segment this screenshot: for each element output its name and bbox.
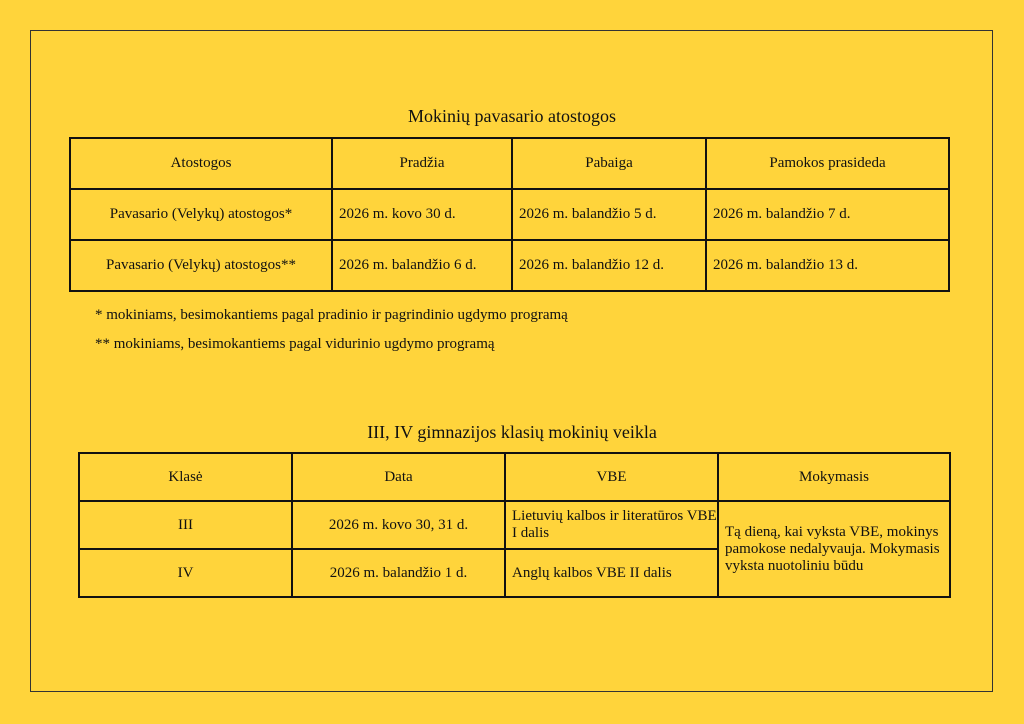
learning-note-cell: Tą dieną, kai vyksta VBE, mokinys pamokose nedalyvauja. Mokymasis vyksta nuotoliniu būdu: [718, 501, 950, 597]
column-header: VBE: [505, 453, 718, 501]
footnote-primary: * mokiniams, besimokantiems pagal pradinio ir pagrindinio ugdymo programą: [95, 307, 568, 323]
column-header: Pradžia: [332, 138, 512, 189]
column-header: Atostogos: [70, 138, 332, 189]
vacation-table-title: Mokinių pavasario atostogos: [408, 106, 616, 126]
column-header: Pamokos prasideda: [706, 138, 949, 189]
table-row: [70, 189, 949, 240]
column-header: Mokymasis: [718, 453, 950, 501]
table-cell: Anglų kalbos VBE II dalis: [505, 549, 718, 597]
column-header: Pabaiga: [512, 138, 706, 189]
table-cell: Pavasario (Velykų) atostogos**: [70, 240, 332, 291]
table-header-row: [79, 453, 950, 501]
table-cell: Pavasario (Velykų) atostogos*: [70, 189, 332, 240]
column-header: Klasė: [79, 453, 292, 501]
table-header-row: [70, 138, 949, 189]
table-cell: 2026 m. kovo 30, 31 d.: [292, 501, 505, 549]
table-cell: 2026 m. balandžio 7 d.: [706, 189, 949, 240]
gymnasium-table-title: III, IV gimnazijos klasių mokinių veikla: [367, 422, 657, 442]
vacation-table: [69, 137, 950, 292]
footnote-secondary: ** mokiniams, besimokantiems pagal vidurinio ugdymo programą: [95, 336, 495, 352]
table-cell: Lietuvių kalbos ir literatūros VBE I dalis: [505, 501, 718, 549]
table-cell: IV: [79, 549, 292, 597]
gymnasium-activity-table: [78, 452, 951, 598]
table-cell: III: [79, 501, 292, 549]
table-cell: 2026 m. balandžio 1 d.: [292, 549, 505, 597]
table-row: [79, 501, 950, 549]
column-header: Data: [292, 453, 505, 501]
table-row: [70, 240, 949, 291]
table-cell: 2026 m. balandžio 12 d.: [512, 240, 706, 291]
table-cell: 2026 m. balandžio 5 d.: [512, 189, 706, 240]
table-cell: 2026 m. balandžio 6 d.: [332, 240, 512, 291]
table-cell: 2026 m. balandžio 13 d.: [706, 240, 949, 291]
table-cell: 2026 m. kovo 30 d.: [332, 189, 512, 240]
